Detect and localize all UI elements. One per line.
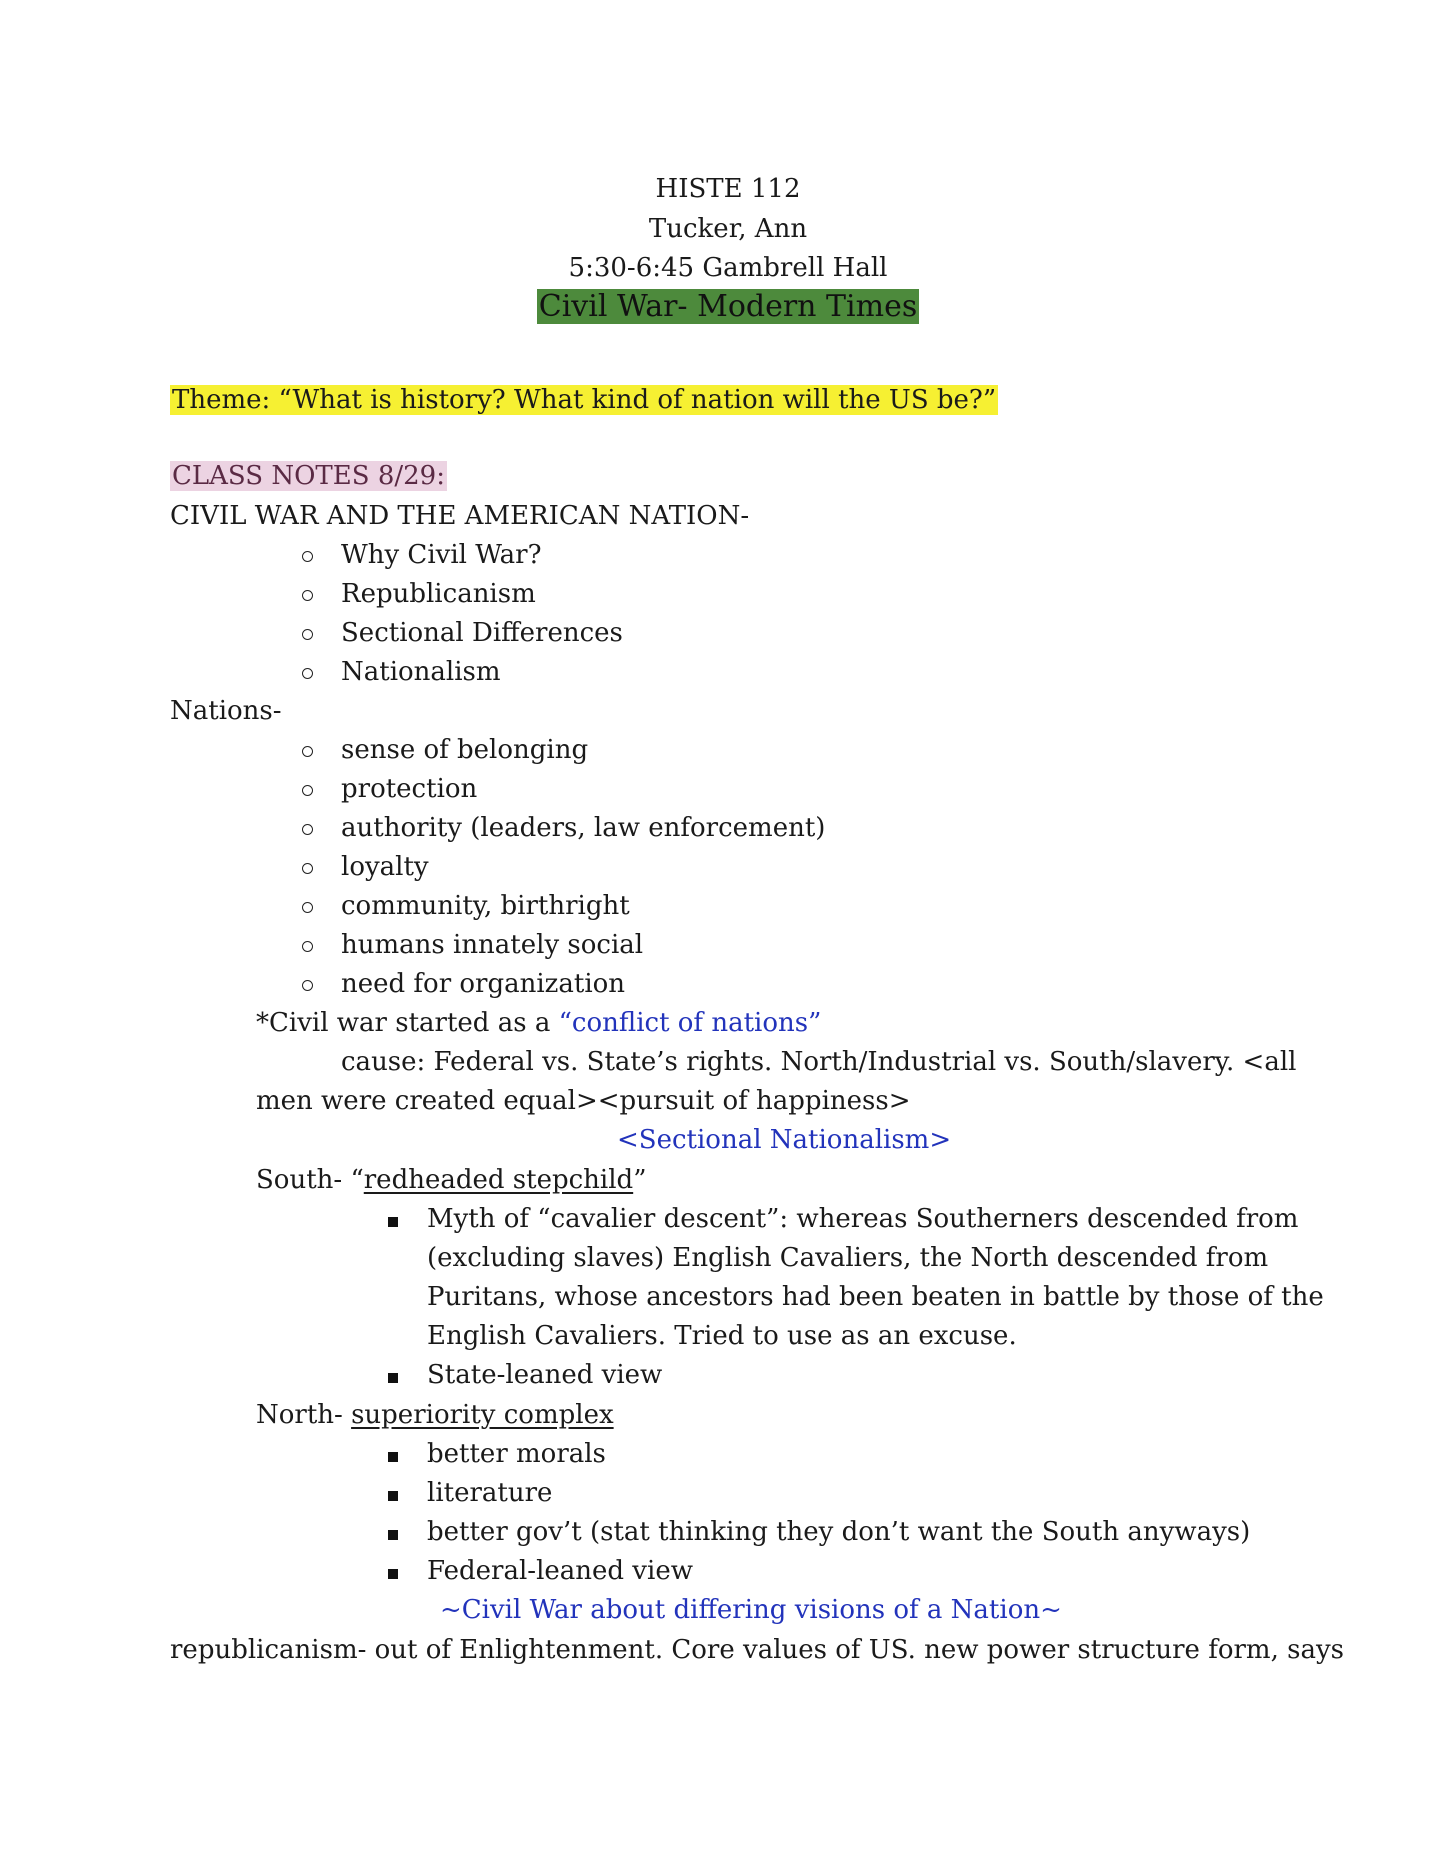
myth-line-2: (excluding slaves) English Cavaliers, the North descended from [427,1243,1269,1273]
list-item: Federal-leaned view [427,1556,693,1586]
bullet-circle-icon [302,863,313,874]
nations-heading: Nations- [170,696,282,726]
bullet-circle-icon [302,824,313,835]
south-suffix: ” [633,1165,647,1195]
bullet-circle-icon [302,902,313,913]
bullet-circle-icon [302,668,313,679]
bullet-square-icon [388,1452,398,1462]
class-notes-label: CLASS NOTES 8/29: [172,461,445,491]
list-item: humans innately social [341,930,644,960]
list-item: protection [341,774,478,804]
myth-line-3: Puritans, whose ancestors had been beaten in battle by those of the [427,1282,1324,1312]
south-underlined: redheaded stepchild [363,1165,634,1195]
list-item: authority (leaders, law enforcement) [341,813,826,843]
theme-text: Theme: “What is history? What kind of nation will the US be?” [172,385,997,415]
bullet-square-icon [388,1217,398,1227]
myth-line-4: English Cavaliers. Tried to use as an excuse. [427,1321,1017,1351]
bullet-circle-icon [302,590,313,601]
north-underlined: superiority complex [351,1400,614,1430]
list-item: community, birthright [341,891,630,921]
list-item: Republicanism [341,579,536,609]
list-item: Nationalism [341,657,501,687]
civil-war-note-prefix: *Civil war started as a [256,1008,559,1038]
bullet-square-icon [388,1373,398,1383]
north-heading [256,1396,614,1434]
class-time-location: 5:30-6:45 Gambrell Hall [568,253,888,283]
bullet-circle-icon [302,551,313,562]
civil-war-note [256,1004,821,1042]
south-heading [256,1161,646,1199]
north-prefix: North- [256,1400,352,1430]
theme-line [170,381,998,419]
republicanism-line: republicanism- out of Enlightenment. Core values of US. new power structure form, says [170,1635,1344,1665]
cause-line-2: men were created equal><pursuit of happiness> [256,1086,911,1116]
bullet-square-icon [388,1569,398,1579]
bullet-square-icon [388,1530,398,1540]
bullet-circle-icon [302,941,313,952]
class-notes-heading [170,457,447,495]
list-item: loyalty [341,852,429,882]
bullet-circle-icon [302,629,313,640]
myth-line-1: Myth of “cavalier descent”: whereas Southerners descended from [427,1204,1299,1234]
list-item: better gov’t (stat thinking they don’t want the South anyways) [427,1517,1251,1547]
list-item: better morals [427,1439,606,1469]
title-line [0,288,1456,327]
bullet-circle-icon [302,785,313,796]
civil-war-visions: ~Civil War about differing visions of a Nation~ [440,1595,1062,1625]
section-heading: CIVIL WAR AND THE AMERICAN NATION- [170,501,750,531]
document-title: Civil War- Modern Times [538,289,918,324]
sectional-nationalism: <Sectional Nationalism> [617,1125,952,1155]
list-item: Sectional Differences [341,618,623,648]
list-item: sense of belonging [341,735,589,765]
bullet-circle-icon [302,746,313,757]
list-item: Why Civil War? [341,540,542,570]
south-prefix: South- “ [256,1165,364,1195]
instructor-name: Tucker, Ann [648,214,808,244]
cause-line-1: cause: Federal vs. State’s rights. North/Industrial vs. South/slavery. <all [341,1047,1297,1077]
list-item: literature [427,1478,553,1508]
course-code: HISTE 112 [655,174,801,204]
list-item: State-leaned view [427,1360,663,1390]
bullet-circle-icon [302,980,313,991]
bullet-square-icon [388,1491,398,1501]
conflict-of-nations-quote: “conflict of nations” [558,1008,822,1038]
list-item: need for organization [341,969,626,999]
